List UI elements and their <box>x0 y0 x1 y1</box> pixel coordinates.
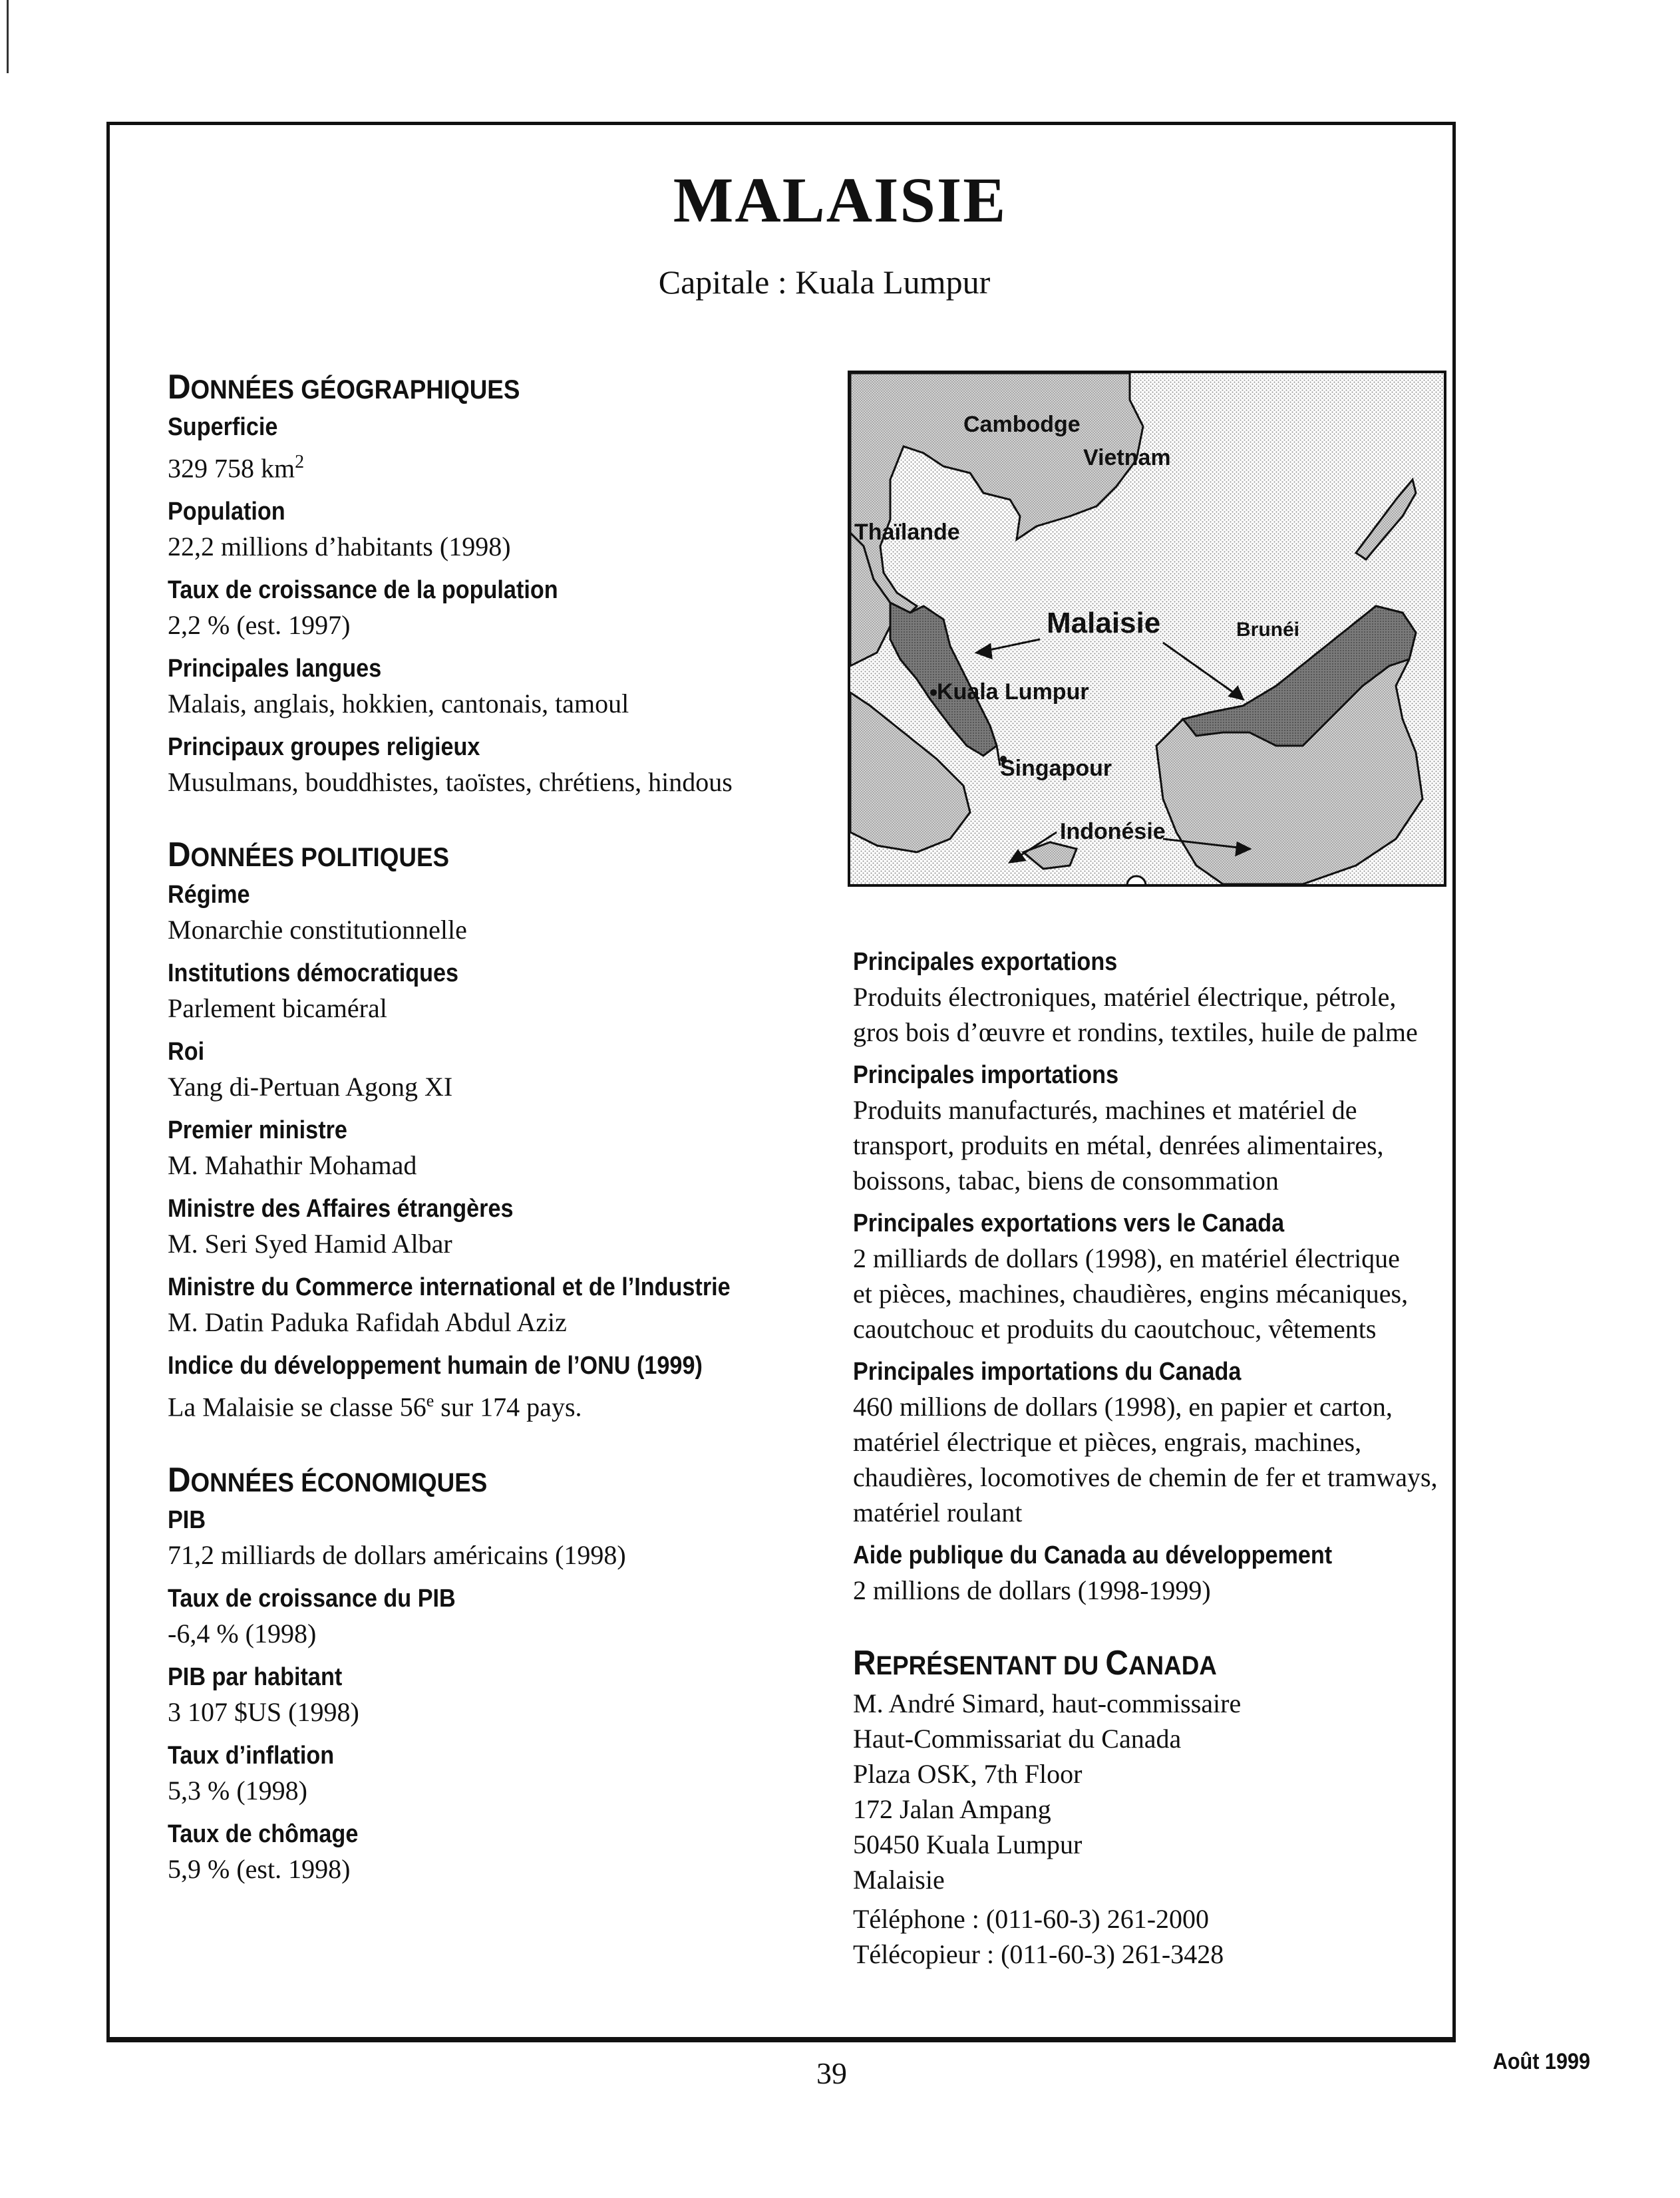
aide-value: 2 millions de dollars (1998-1999) <box>853 1575 1211 1605</box>
pm-value: M. Mahathir Mohamad <box>168 1150 417 1181</box>
croissance-value: 2,2 % (est. 1997) <box>168 610 351 641</box>
population-label: Population <box>168 498 285 526</box>
aide-field <box>853 1538 1518 1609</box>
population-value: 22,2 millions d’habitants (1998) <box>168 532 511 562</box>
mae-label: Ministre des Affaires étrangères <box>168 1195 514 1223</box>
pm-label: Premier ministre <box>168 1116 347 1145</box>
regime-field <box>168 877 833 948</box>
superficie-field <box>168 410 833 486</box>
idh-label: Indice du développement humain de l’ONU (1999) <box>168 1352 703 1380</box>
mae-value: M. Seri Syed Hamid Albar <box>168 1229 452 1259</box>
exportations-field <box>853 945 1518 1050</box>
mci-field <box>168 1270 833 1340</box>
importations-field <box>853 1058 1518 1198</box>
regime-value: Monarchie constitutionnelle <box>168 915 467 945</box>
right-column <box>853 945 1518 1972</box>
map-kl-dot <box>930 689 937 696</box>
institutions-label: Institutions démocratiques <box>168 959 459 988</box>
rep-street: 172 Jalan Ampang <box>853 1794 1051 1824</box>
map-label-thailande: Thaïlande <box>854 520 960 545</box>
region-map-svg <box>850 373 1444 884</box>
rep-heading: REPRÉSENTANT DU CANADA <box>853 1644 1217 1682</box>
pib-croissance-value: -6,4 % (1998) <box>168 1618 317 1648</box>
religions-value: Musulmans, bouddhistes, taoïstes, chrétiens, hindous <box>168 767 733 798</box>
idh-field <box>168 1348 833 1425</box>
page-number: 39 <box>816 2056 847 2090</box>
inflation-field <box>168 1738 833 1809</box>
pib-value: 71,2 milliards de dollars américains (1998) <box>168 1539 626 1570</box>
inflation-value: 5,3 % (1998) <box>168 1775 307 1806</box>
rep-name: M. André Simard, haut-commissaire <box>853 1688 1242 1718</box>
exportations-canada-field <box>853 1206 1518 1346</box>
chomage-value: 5,9 % (est. 1998) <box>168 1853 351 1884</box>
institutions-field <box>168 956 833 1026</box>
capital-line: Capitale : Kuala Lumpur <box>658 263 991 301</box>
eco-heading: DONNÉES ÉCONOMIQUES <box>168 1460 488 1499</box>
superficie-label: Superficie <box>168 413 278 441</box>
rep-fax: Télécopieur : (011-60-3) 261-3428 <box>853 1939 1224 1969</box>
map-label-brunei: Brunéi <box>1236 619 1300 641</box>
roi-label: Roi <box>168 1038 205 1066</box>
mci-label: Ministre du Commerce international et de l’Industrie <box>168 1273 731 1302</box>
exportations-canada-value: 2 milliards de dollars (1998), en matériel électrique et pièces, machines, chaudières, engins mécaniques, caoutchouc et produits du caoutchouc, vêtements <box>853 1243 1409 1344</box>
pib-habitant-field <box>168 1660 833 1730</box>
chomage-field <box>168 1817 833 1887</box>
langues-field <box>168 651 833 722</box>
importations-canada-field <box>853 1354 1518 1530</box>
rep-country: Malaisie <box>853 1865 945 1895</box>
map-label-vietnam: Vietnam <box>1083 445 1171 470</box>
roi-field <box>168 1034 833 1105</box>
mci-value: M. Datin Paduka Rafidah Abdul Aziz <box>168 1307 567 1338</box>
geo-heading: DONNÉES GÉOGRAPHIQUES <box>168 368 520 406</box>
langues-value: Malais, anglais, hokkien, cantonais, tamoul <box>168 689 629 719</box>
roi-value: Yang di-Pertuan Agong XI <box>168 1072 453 1102</box>
importations-label: Principales importations <box>853 1061 1119 1089</box>
mae-field <box>168 1191 833 1262</box>
religions-label: Principaux groupes religieux <box>168 733 480 762</box>
croissance-field <box>168 573 833 643</box>
chomage-label: Taux de chômage <box>168 1819 359 1848</box>
institutions-value: Parlement bicaméral <box>168 993 387 1024</box>
pm-field <box>168 1113 833 1183</box>
map-label-indonesie: Indonésie <box>1060 819 1166 844</box>
pib-label: PIB <box>168 1505 206 1534</box>
langues-label: Principales langues <box>168 655 382 683</box>
rep-city: 50450 Kuala Lumpur <box>853 1829 1083 1859</box>
map-label-kuala-lumpur: Kuala Lumpur <box>937 679 1089 705</box>
idh-value: La Malaisie se classe 56e sur 174 pays. <box>168 1391 582 1422</box>
exportations-canada-label: Principales exportations vers le Canada <box>853 1209 1285 1237</box>
regime-label: Régime <box>168 881 250 909</box>
pib-field <box>168 1503 833 1573</box>
margin-scan-line <box>7 0 9 73</box>
pib-habitant-label: PIB par habitant <box>168 1662 343 1691</box>
inflation-label: Taux d’inflation <box>168 1741 335 1770</box>
pib-croissance-label: Taux de croissance du PIB <box>168 1584 456 1613</box>
region-map <box>848 371 1446 887</box>
pib-habitant-value: 3 107 $US (1998) <box>168 1696 359 1727</box>
exportations-value: Produits électroniques, matériel électrique, pétrole, gros bois d’œuvre et rondins, textiles, huile de palme <box>853 982 1418 1047</box>
map-label-malaisie: Malaisie <box>1047 607 1161 639</box>
importations-canada-value: 460 millions de dollars (1998), en papier et carton, matériel électrique et pièces, engrais, machines, chaudières, locomotives de chemin de fer et tramways, matériel roulant <box>853 1392 1438 1527</box>
pol-heading: DONNÉES POLITIQUES <box>168 836 450 875</box>
rep-office: Haut-Commissariat du Canada <box>853 1724 1182 1754</box>
map-label-singapour: Singapour <box>1000 756 1112 781</box>
exportations-label: Principales exportations <box>853 948 1118 976</box>
religions-field <box>168 730 833 800</box>
page-title: MALAISIE <box>673 164 1007 236</box>
left-column <box>168 367 833 1887</box>
aide-label: Aide publique du Canada au développement <box>853 1541 1333 1569</box>
rep-address <box>853 1686 1518 1972</box>
map-label-cambodge: Cambodge <box>963 412 1081 437</box>
importations-value: Produits manufacturés, machines et matériel de transport, produits en métal, denrées alimentaires, boissons, tabac, biens de consommation <box>853 1095 1384 1195</box>
importations-canada-label: Principales importations du Canada <box>853 1358 1242 1386</box>
superficie-value: 329 758 $km^2$ <box>168 452 305 484</box>
rep-telephone: Téléphone : (011-60-3) 261-2000 <box>853 1904 1210 1934</box>
population-field <box>168 494 833 565</box>
pib-croissance-field <box>168 1581 833 1652</box>
croissance-label: Taux de croissance de la population <box>168 576 558 605</box>
footer-date: Août 1999 <box>1492 2049 1590 2074</box>
rep-building: Plaza OSK, 7th Floor <box>853 1759 1083 1789</box>
